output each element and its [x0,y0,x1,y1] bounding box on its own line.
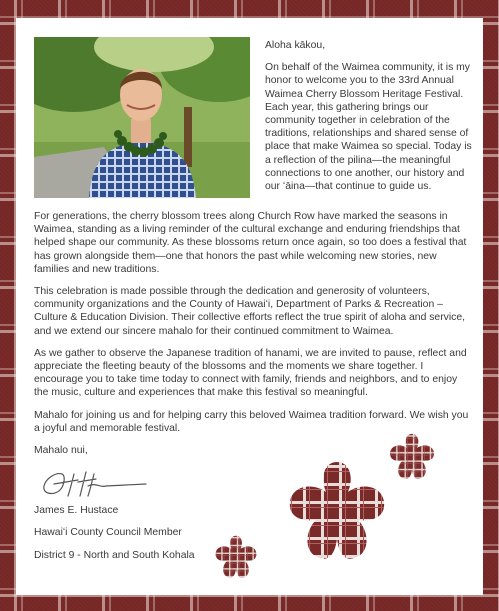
portrait-illustration [34,37,250,198]
signer-name: James E. Hustace [34,505,119,517]
body-paragraph: This celebration is made possible through the dedication and generosity of volunteers, community organizations and the County of Hawaiʻi, Department of Parks & Recreation – Culture & Education Division. Their collective efforts reflect the true spirit of aloha and service, and we extend our sincere mahalo for their continued commitment to Waimea. [34,286,466,337]
body-paragraph: As we gather to observe the Japanese tradition of hanami, we are invited to pause, reflect and appreciate the fleeting beauty of the blossoms and the moments we share together. I encourage you to take time today to connect with family, friends and neighbors, and to enjoy the music, culture and experiences that make this festival so meaningful. [34,347,467,399]
letter-body [34,210,471,571]
signature-scribble [34,466,154,502]
signer-title: Hawaiʻi County Council Member [34,527,182,539]
closing: Mahalo nui, [34,445,88,457]
cherry-blossom-icon [384,432,440,488]
letter-intro-block [265,39,477,202]
signer-district: District 9 - North and South Kohala [34,549,195,561]
intro-paragraph: On behalf of the Waimea community, it is my honor to welcome you to the 33rd Annual Waimea Cherry Blossom Heritage Festival. Each year, this gathering brings our community together in celebration of the traditions, relationships and shared sense of place that make Waimea so special. Today is a reflection of the pilina—the meaningful connections to one another, our history and our ʻāina—that continue to guide us. [265,62,472,193]
cherry-blossom-icon [210,534,262,586]
letter-page [16,18,483,595]
body-paragraph: Mahalo for joining us and for helping carry this beloved Waimea tradition forward. We wish you a joyful and memorable festival. [34,409,469,434]
portrait-photo [34,37,250,198]
body-paragraph: For generations, the cherry blossom trees along Church Row have marked the seasons in Waimea, standing as a living reminder of the cultural exchange and enduring friendships that helped shape our community. As these blossoms return once again, so too does a festival that has grown alongside them—one that honors the past while welcoming new stories, new families and new traditions. [34,211,467,275]
greeting: Aloha kākou, [265,40,326,51]
cherry-blossom-icon [278,458,396,578]
